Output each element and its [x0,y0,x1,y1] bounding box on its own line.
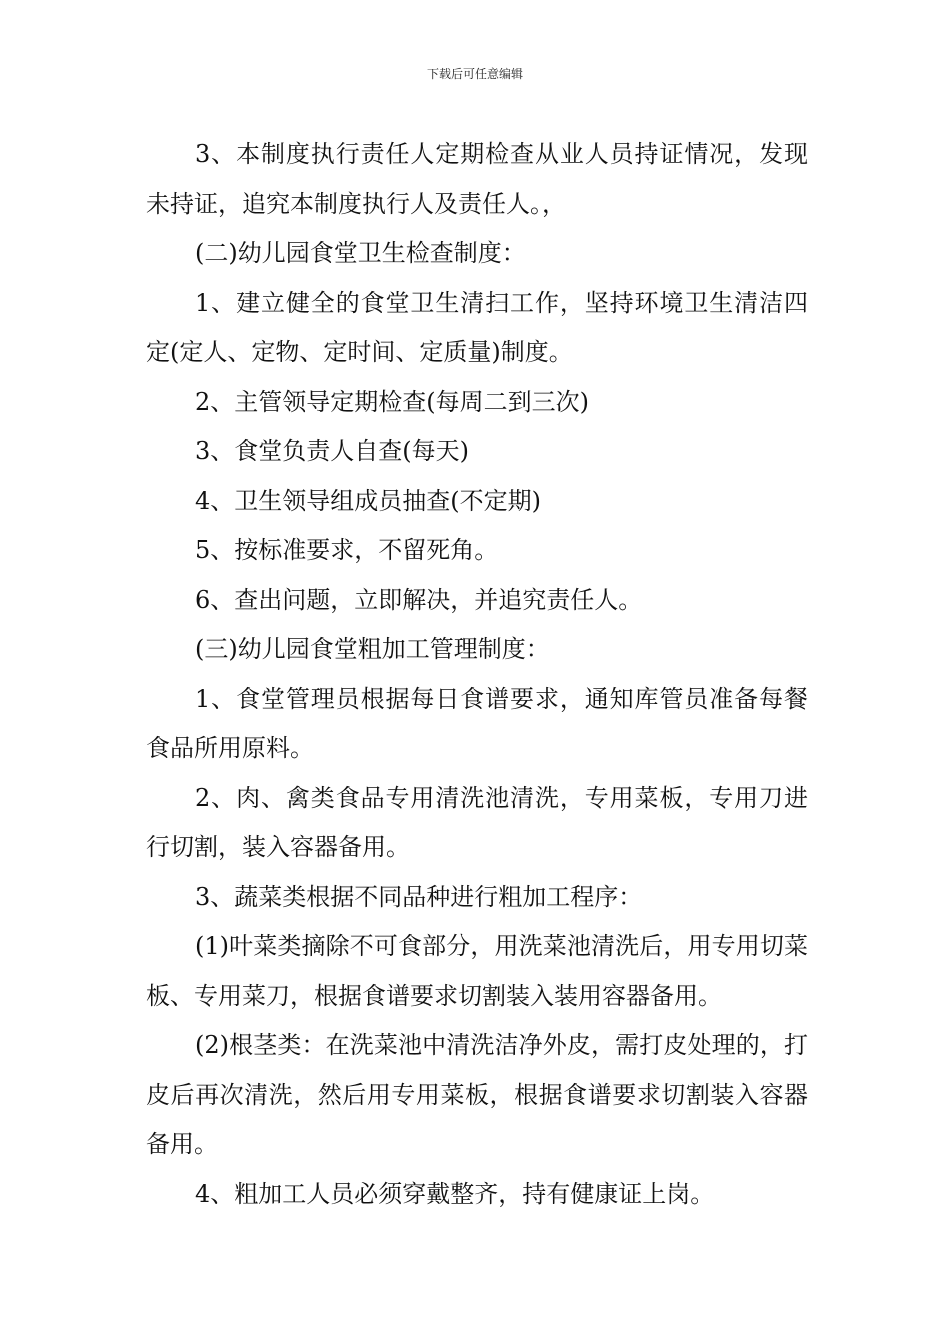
document-body [146,130,808,1219]
paragraph: 3、本制度执行责任人定期检查从业人员持证情况，发现未持证，追究本制度执行人及责任人。， [146,140,808,218]
paragraph: 5、按标准要求，不留死角。 [195,536,499,564]
paragraph: 4、粗加工人员必须穿戴整齐，持有健康证上岗。 [195,1179,715,1208]
section-heading: (二)幼儿园食堂卫生检查制度： [195,239,526,267]
paragraph: 2、主管领导定期检查(每周二到三次) [195,387,589,416]
paragraph: 4、卫生领导组成员抽查(不定期) [195,486,541,515]
paragraph: 1、食堂管理员根据每日食谱要求，通知库管员准备每餐食品所用原料。 [146,684,808,762]
paragraph: 3、食堂负责人自查(每天) [195,437,469,465]
paragraph: 2、肉、禽类食品专用清洗池清洗，专用菜板，专用刀进行切割，装入容器备用。 [146,783,808,861]
paragraph: 1、建立健全的食堂卫生清扫工作，坚持环境卫生清洁四定(定人、定物、定时间、定质量)制度。 [146,288,808,366]
paragraph: (2)根茎类：在洗菜池中清洗洁净外皮，需打皮处理的，打皮后再次清洗，然后用专用菜板，根据食谱要求切割装入容器备用。 [146,1031,808,1158]
section-heading: (三)幼儿园食堂粗加工管理制度： [195,635,550,663]
paragraph: 6、查出问题，立即解决，并追究责任人。 [195,585,643,614]
paragraph: 3、蔬菜类根据不同品种进行粗加工程序： [195,882,643,911]
paragraph: (1)叶菜类摘除不可食部分，用洗菜池清洗后，用专用切菜板、专用菜刀，根据食谱要求切割装入装用容器备用。 [146,932,808,1010]
page-header: 下载后可任意编辑 [426,67,523,81]
